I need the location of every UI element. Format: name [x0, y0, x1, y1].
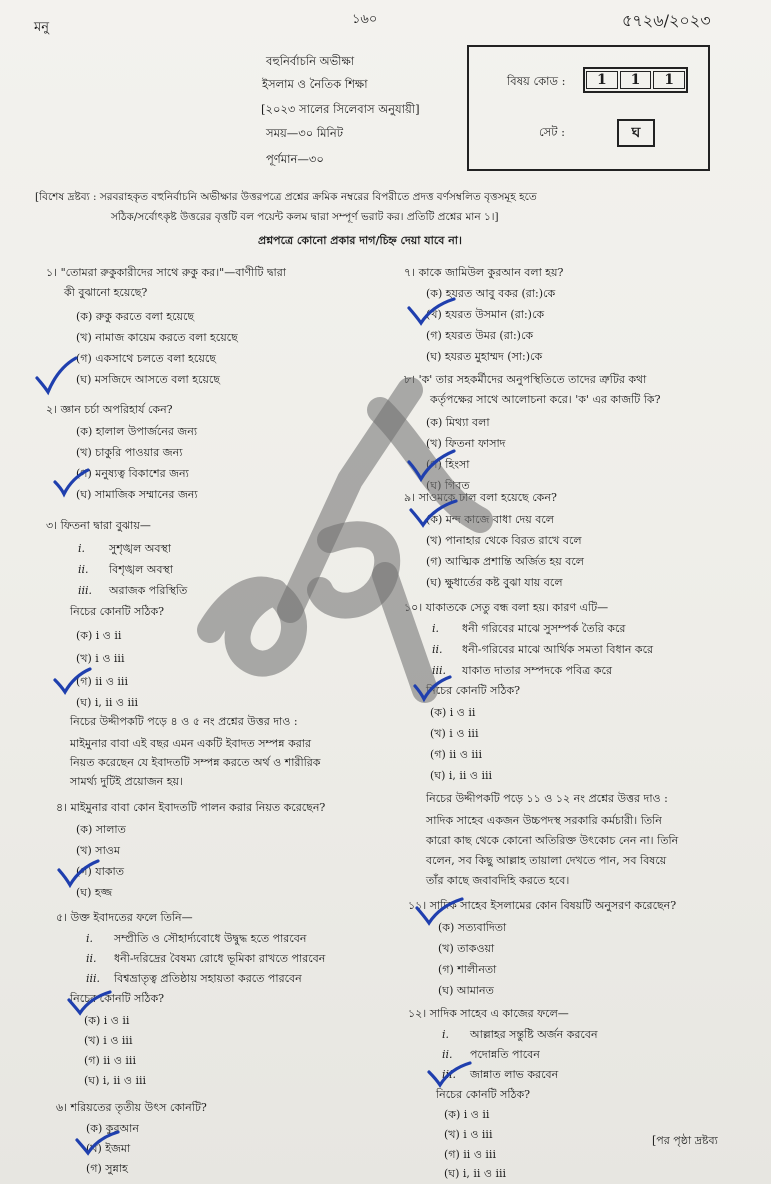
q12-roman-1: i.: [442, 1028, 450, 1041]
q7-option-ga: (গ) হযরত উমর (রা:)কে: [426, 329, 534, 342]
q11-option-gha: (ঘ) আমানত: [438, 984, 494, 997]
check-mark-icon: [414, 896, 464, 926]
next-page-note: [পর পৃষ্ঠা দ্রষ্টব্য: [652, 1134, 718, 1147]
check-mark-icon: [406, 448, 456, 482]
q1-text-cont: কী বুঝানো হয়েছে?: [64, 286, 148, 299]
q4-option-kha: (খ) সাওম: [76, 844, 120, 857]
q5-option-ka: (ক) i ও ii: [84, 1014, 130, 1027]
q9-option-ga: (গ) আত্মিক প্রশান্তি অর্জিত হয় বলে: [426, 555, 584, 568]
q9-text: ৯। সাওমকে ঢাল বলা হয়েছে কেন?: [404, 491, 557, 504]
q3-roman-2: ii.: [78, 563, 89, 576]
subject-title: ইসলাম ও নৈতিক শিক্ষা: [262, 77, 368, 91]
q3-option-ka: (ক) i ও ii: [76, 629, 122, 642]
q2-option-ga: (গ) মনুষ্যত্ব বিকাশের জন্য: [76, 467, 189, 480]
q12-option-gha: (ঘ) i, ii ও iii: [444, 1167, 507, 1180]
check-mark-icon: [412, 674, 452, 702]
instruction-line-2: সঠিক/সর্বোৎকৃষ্ট উত্তরের বৃত্তটি বল পয়েন্ট কলম দ্বারা সম্পূর্ণ ভরাট কর। প্রতিটি প্রশ্নের মান ১।]: [111, 211, 499, 223]
q5-statement-2: ধনী-দরিদ্রের বৈষম্য রোধে ভূমিকা রাখতে পারবেন: [114, 952, 326, 965]
q8-text-cont: কর্তৃপক্ষের সাথে আলোচনা করে। 'ক' এর কাজটি কি?: [430, 393, 661, 406]
q7-option-ka: (ক) হযরত আবু বকর (রা:)কে: [426, 287, 556, 300]
q1-option-gha: (ঘ) মসজিদে আসতে বলা হয়েছে: [76, 373, 220, 386]
q2-text: ২। জ্ঞান চর্চা অপরিহার্য কেন?: [46, 403, 173, 416]
q10-statement-2: ধনী-গরিবের মাঝে আর্থিক সমতা বিধান করে: [462, 643, 654, 656]
q6-option-ga: (গ) সুন্নাহ: [86, 1162, 128, 1175]
passage2-line-2: কারো কাছ থেকে কোনো অতিরিক্ত উৎকোচ নেন না। তিনি: [426, 834, 679, 847]
passage2-heading: নিচের উদ্দীপকটি পড়ে ১১ ও ১২ নং প্রশ্নের উত্তর দাও :: [426, 792, 668, 805]
passage2-line-3: বলেন, সব কিছু আল্লাহ তায়ালা দেখতে পান, সব বিষয়ে: [426, 854, 667, 867]
q10-option-gha: (ঘ) i, ii ও iii: [430, 769, 493, 782]
q4-option-ga: (গ) যাকাত: [76, 865, 124, 878]
passage1-line-1: মাইমুনার বাবা এই বছর এমন একটি ইবাদত সম্পন্ন করার: [70, 737, 312, 750]
passage2-line-1: সাদিক সাহেব একজন উচ্চপদস্থ সরকারি কর্মচারী। তিনি: [426, 814, 662, 827]
q12-statement-1: আল্লাহর সন্তুষ্টি অর্জন করবেন: [470, 1028, 598, 1041]
q5-roman-1: i.: [86, 932, 94, 945]
q12-option-ga: (গ) ii ও iii: [444, 1148, 496, 1161]
q9-option-gha: (ঘ) ক্ষুধার্তের কষ্ট বুঝা যায় বলে: [426, 576, 563, 589]
q2-option-gha: (ঘ) সামাজিক সম্মানের জন্য: [76, 488, 198, 501]
q1-option-kha: (খ) নামাজ কায়েম করতে বলা হয়েছে: [76, 331, 238, 344]
q3-statement-1: সুশৃঙ্খল অবস্থা: [109, 542, 171, 555]
instruction-line-1: [বিশেষ দ্রষ্টব্য : সরবরাহকৃত বহুনির্বাচনি অভীক্ষার উত্তরপত্রে প্রশ্নের ক্রমিক নম্বরের বিপরীতে প্রদত্ত বর্ণসম্বলিত বৃত্তসমূহ হতে: [35, 191, 537, 203]
q6-option-kha: (খ) ইজমা: [86, 1142, 131, 1155]
subject-code-cells: [583, 67, 688, 93]
page-number: ১৬০: [352, 12, 378, 27]
passage1-line-3: সামর্থ্য দুটিই প্রয়োজন হয়।: [70, 775, 183, 788]
instruction-warning: প্রশ্নপত্রে কোনো প্রকার দাগ/চিহ্ন দেয়া যাবে না।: [258, 234, 462, 247]
q12-text: ১২। সাদিক সাহেব এ কাজের ফলে—: [408, 1007, 569, 1020]
q3-option-gha: (ঘ) i, ii ও iii: [76, 696, 139, 709]
q7-text: ৭। কাকে জামিউল কুরআন বলা হয়?: [404, 266, 564, 279]
q11-option-ka: (ক) সত্যবাদিতা: [438, 921, 507, 934]
q6-option-ka: (ক) কুরআন: [86, 1122, 139, 1135]
q8-text: ৮। 'ক' তার সহকর্মীদের অনুপস্থিতিতে তাদের ত্রুটির কথা: [404, 373, 647, 386]
q12-statement-2: পদোন্নতি পাবেন: [470, 1048, 540, 1061]
subject-code-digit: 1: [586, 71, 618, 89]
q5-text: ৫। উক্ত ইবাদতের ফলে তিনি—: [56, 911, 193, 924]
subject-code-box: [467, 45, 710, 171]
passage2-line-4: তাঁর কাছে জবাবদিহি করতে হবে।: [426, 874, 570, 887]
q3-roman-1: i.: [78, 542, 86, 555]
exam-time: সময়—৩০ মিনিট: [266, 126, 343, 140]
q12-which-correct: নিচের কোনটি সঠিক?: [436, 1088, 531, 1101]
syllabus-note: [২০২৩ সালের সিলেবাস অনুযায়ী]: [261, 102, 420, 116]
q10-roman-1: i.: [432, 622, 440, 635]
q10-option-ka: (ক) i ও ii: [430, 706, 476, 719]
q12-roman-2: ii.: [442, 1048, 453, 1061]
q8-option-ga: (গ) হিংসা: [426, 458, 470, 471]
q5-statement-1: সম্প্রীতি ও সৌহার্দ্যবোধে উদ্বুদ্ধ হতে পারবেন: [114, 932, 307, 945]
q3-roman-3: iii.: [78, 584, 93, 597]
q10-roman-3: iii.: [432, 664, 447, 677]
set-label: সেট :: [539, 125, 566, 139]
q12-option-kha: (খ) i ও iii: [444, 1128, 493, 1141]
watermark-logo: [180, 330, 543, 750]
check-mark-icon: [74, 1130, 120, 1156]
exam-title: বহুনির্বাচনি অভীক্ষা: [266, 54, 355, 68]
check-mark-icon: [66, 990, 112, 1016]
check-mark-icon: [52, 468, 90, 498]
q5-roman-3: iii.: [86, 972, 101, 985]
q12-option-ka: (ক) i ও ii: [444, 1108, 490, 1121]
q10-option-kha: (খ) i ও iii: [430, 727, 479, 740]
subject-code-label: বিষয় কোড :: [507, 74, 566, 88]
q9-option-ka: (ক) মন্দ কাজে বাধা দেয় বলে: [426, 513, 554, 526]
q12-statement-3: জান্নাত লাভ করবেন: [470, 1068, 559, 1081]
check-mark-icon: [426, 1060, 472, 1088]
q11-text: ১১। সাদিক সাহেব ইসলামের কোন বিষয়টি অনুসরণ করেছেন?: [408, 899, 677, 912]
q10-text: ১০। যাকাতকে সেতু বন্ধ বলা হয়। কারণ এটি—: [404, 601, 609, 614]
check-mark-icon: [408, 498, 458, 528]
q7-option-kha: (খ) হযরত উসমান (রা:)কে: [426, 308, 545, 321]
q3-text: ৩। ফিতনা দ্বারা বুঝায়—: [46, 519, 151, 532]
q4-option-ka: (ক) সালাত: [76, 823, 126, 836]
full-marks: পূর্ণমান—৩০: [266, 152, 324, 166]
q5-statement-3: বিশ্বভ্রাতৃত্ব প্রতিষ্ঠায় সহায়তা করতে পারবেন: [114, 972, 302, 985]
q4-option-gha: (ঘ) হজ্জ: [76, 886, 113, 899]
passage1-heading: নিচের উদ্দীপকটি পড়ে ৪ ও ৫ নং প্রশ্নের উত্তর দাও :: [70, 715, 298, 728]
q11-option-ga: (গ) শালীনতা: [438, 963, 497, 976]
q5-roman-2: ii.: [86, 952, 97, 965]
q12-roman-3: iii.: [442, 1068, 457, 1081]
subject-code-digit: 1: [620, 71, 652, 89]
q4-text: ৪। মাইমুনার বাবা কোন ইবাদতটি পালন করার নিয়ত করেছেন?: [56, 801, 326, 814]
q9-option-kha: (খ) পানাহার থেকে বিরত রাখে বলে: [426, 534, 582, 547]
q5-which-correct: নিচের কোনটি সঠিক?: [70, 992, 165, 1005]
q5-option-kha: (খ) i ও iii: [84, 1034, 133, 1047]
q2-option-ka: (ক) হালাল উপার্জনের জন্য: [76, 425, 198, 438]
q7-option-gha: (ঘ) হযরত মুহাম্মদ (সা:)কে: [426, 350, 543, 363]
check-mark-icon: [34, 356, 78, 396]
q8-option-ka: (ক) মিথ্যা বলা: [426, 416, 490, 429]
q2-option-kha: (খ) চাকুরি পাওয়ার জন্য: [76, 446, 183, 459]
check-mark-icon: [52, 666, 92, 696]
q10-statement-1: ধনী গরিবের মাঝে সুসম্পর্ক তৈরি করে: [462, 622, 626, 635]
q10-statement-3: যাকাত দাতার সম্পদকে পবিত্র করে: [462, 664, 613, 677]
q11-option-kha: (খ) তাকওয়া: [438, 942, 495, 955]
q10-roman-2: ii.: [432, 643, 443, 656]
passage1-line-2: নিয়ত করেছেন যে ইবাদতটি সম্পন্ন করতে অর্থ ও শারীরিক: [70, 756, 321, 769]
code-reference: ৫৭২৬/২০২৩: [622, 11, 711, 30]
q3-statement-3: অরাজক পরিস্থিতি: [109, 584, 188, 597]
q10-option-ga: (গ) ii ও iii: [430, 748, 482, 761]
q3-which-correct: নিচের কোনটি সঠিক?: [70, 605, 165, 618]
q8-option-kha: (খ) ফিতনা ফাসাদ: [426, 437, 506, 450]
q5-option-gha: (ঘ) i, ii ও iii: [84, 1074, 147, 1087]
header-left-name: মনু: [34, 20, 49, 35]
q10-which-correct: নিচের কোনটি সঠিক?: [426, 684, 521, 697]
q1-option-ka: (ক) রুকু করতে বলা হয়েছে: [76, 310, 195, 323]
q3-statement-2: বিশৃঙ্খল অবস্থা: [109, 563, 173, 576]
subject-code-digit: 1: [653, 71, 685, 89]
q1-option-ga: (গ) একসাথে চলতে বলা হয়েছে: [76, 352, 216, 365]
q3-option-ga: (গ) ii ও iii: [76, 675, 128, 688]
check-mark-icon: [406, 296, 456, 326]
check-mark-icon: [56, 858, 100, 888]
q6-text: ৬। শরিয়তের তৃতীয় উৎস কোনটি?: [56, 1101, 207, 1114]
q3-option-kha: (খ) i ও iii: [76, 652, 125, 665]
q8-option-gha: (ঘ) গিবত: [426, 479, 470, 492]
q5-option-ga: (গ) ii ও iii: [84, 1054, 136, 1067]
set-value: ঘ: [617, 119, 655, 147]
q1-text: ১। "তোমরা রুকুকারীদের সাথে রুকু কর।"—বাণীটি দ্বারা: [46, 266, 286, 279]
